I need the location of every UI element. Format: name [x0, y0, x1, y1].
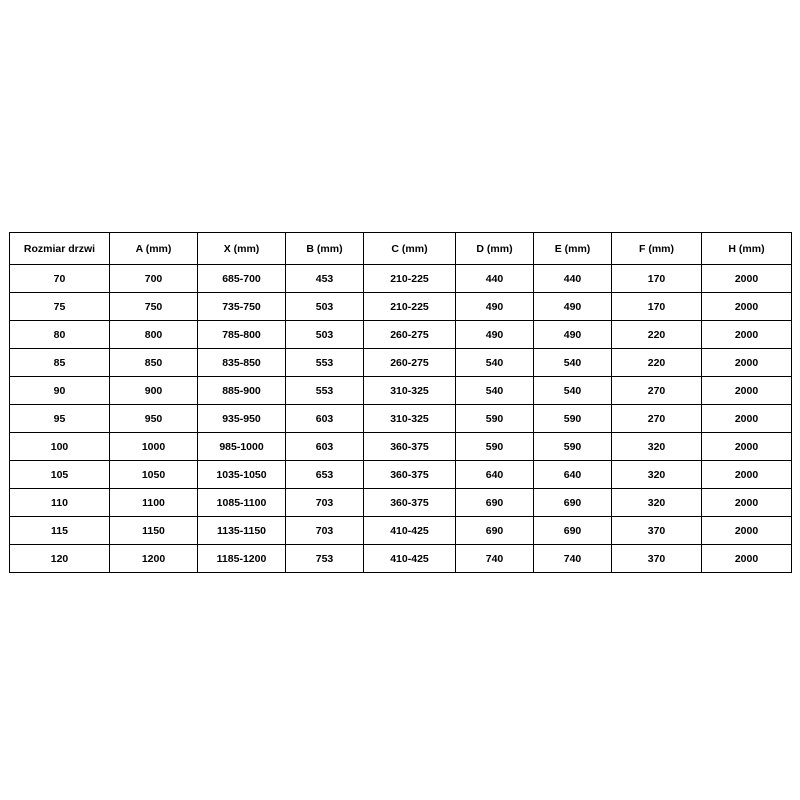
table-row: [10, 293, 792, 321]
cell-e: 590: [534, 405, 612, 433]
cell-door-size: 90: [10, 377, 110, 405]
cell-x: 1035-1050: [198, 461, 286, 489]
cell-x: 1135-1150: [198, 517, 286, 545]
cell-c: 410-425: [364, 517, 456, 545]
cell-b: 653: [286, 461, 364, 489]
cell-door-size: 95: [10, 405, 110, 433]
cell-h: 2000: [702, 489, 792, 517]
cell-a: 1000: [110, 433, 198, 461]
cell-h: 2000: [702, 293, 792, 321]
cell-d: 490: [456, 321, 534, 349]
column-header-c: C (mm): [364, 233, 456, 265]
column-header-f: F (mm): [612, 233, 702, 265]
cell-c: 360-375: [364, 461, 456, 489]
cell-x: 935-950: [198, 405, 286, 433]
cell-door-size: 100: [10, 433, 110, 461]
cell-h: 2000: [702, 461, 792, 489]
cell-e: 490: [534, 293, 612, 321]
cell-a: 950: [110, 405, 198, 433]
cell-d: 590: [456, 433, 534, 461]
table-row: [10, 517, 792, 545]
cell-b: 753: [286, 545, 364, 573]
column-header-b: B (mm): [286, 233, 364, 265]
cell-a: 1200: [110, 545, 198, 573]
cell-h: 2000: [702, 377, 792, 405]
cell-h: 2000: [702, 545, 792, 573]
cell-a: 850: [110, 349, 198, 377]
cell-f: 270: [612, 405, 702, 433]
cell-h: 2000: [702, 321, 792, 349]
cell-e: 590: [534, 433, 612, 461]
cell-e: 690: [534, 489, 612, 517]
cell-x: 835-850: [198, 349, 286, 377]
cell-door-size: 75: [10, 293, 110, 321]
table-row: [10, 489, 792, 517]
column-header-h: H (mm): [702, 233, 792, 265]
cell-d: 740: [456, 545, 534, 573]
cell-door-size: 110: [10, 489, 110, 517]
cell-a: 1150: [110, 517, 198, 545]
cell-e: 640: [534, 461, 612, 489]
cell-a: 800: [110, 321, 198, 349]
cell-f: 220: [612, 349, 702, 377]
cell-h: 2000: [702, 517, 792, 545]
cell-c: 210-225: [364, 293, 456, 321]
cell-x: 735-750: [198, 293, 286, 321]
cell-f: 270: [612, 377, 702, 405]
cell-x: 685-700: [198, 265, 286, 293]
cell-x: 1085-1100: [198, 489, 286, 517]
cell-a: 750: [110, 293, 198, 321]
cell-h: 2000: [702, 349, 792, 377]
cell-f: 320: [612, 433, 702, 461]
cell-d: 440: [456, 265, 534, 293]
cell-e: 440: [534, 265, 612, 293]
table-row: [10, 377, 792, 405]
table-row: [10, 265, 792, 293]
cell-b: 703: [286, 489, 364, 517]
cell-h: 2000: [702, 405, 792, 433]
cell-c: 260-275: [364, 321, 456, 349]
cell-a: 1050: [110, 461, 198, 489]
cell-door-size: 120: [10, 545, 110, 573]
cell-x: 785-800: [198, 321, 286, 349]
cell-f: 320: [612, 489, 702, 517]
table-row: [10, 349, 792, 377]
cell-door-size: 70: [10, 265, 110, 293]
cell-d: 490: [456, 293, 534, 321]
cell-b: 503: [286, 321, 364, 349]
cell-a: 700: [110, 265, 198, 293]
cell-d: 690: [456, 489, 534, 517]
cell-f: 370: [612, 545, 702, 573]
cell-c: 310-325: [364, 377, 456, 405]
column-header-x: X (mm): [198, 233, 286, 265]
cell-door-size: 80: [10, 321, 110, 349]
column-header-a: A (mm): [110, 233, 198, 265]
cell-f: 320: [612, 461, 702, 489]
cell-e: 490: [534, 321, 612, 349]
cell-h: 2000: [702, 265, 792, 293]
cell-f: 170: [612, 293, 702, 321]
cell-a: 900: [110, 377, 198, 405]
cell-x: 1185-1200: [198, 545, 286, 573]
cell-b: 453: [286, 265, 364, 293]
cell-e: 740: [534, 545, 612, 573]
column-header-door-size: Rozmiar drzwi: [10, 233, 110, 265]
cell-b: 553: [286, 349, 364, 377]
cell-b: 603: [286, 433, 364, 461]
door-size-specification-table: [9, 232, 792, 573]
table-row: [10, 545, 792, 573]
spec-table-container: [9, 232, 791, 573]
cell-b: 503: [286, 293, 364, 321]
cell-f: 220: [612, 321, 702, 349]
cell-c: 210-225: [364, 265, 456, 293]
cell-e: 540: [534, 377, 612, 405]
table-row: [10, 321, 792, 349]
table-body: [10, 265, 792, 573]
cell-door-size: 115: [10, 517, 110, 545]
cell-c: 410-425: [364, 545, 456, 573]
cell-e: 540: [534, 349, 612, 377]
cell-d: 540: [456, 377, 534, 405]
cell-c: 260-275: [364, 349, 456, 377]
cell-d: 540: [456, 349, 534, 377]
column-header-e: E (mm): [534, 233, 612, 265]
table-row: [10, 461, 792, 489]
table-row: [10, 405, 792, 433]
cell-a: 1100: [110, 489, 198, 517]
cell-b: 603: [286, 405, 364, 433]
cell-x: 885-900: [198, 377, 286, 405]
table-header-row: [10, 233, 792, 265]
cell-d: 640: [456, 461, 534, 489]
cell-f: 170: [612, 265, 702, 293]
cell-d: 590: [456, 405, 534, 433]
cell-d: 690: [456, 517, 534, 545]
cell-h: 2000: [702, 433, 792, 461]
cell-x: 985-1000: [198, 433, 286, 461]
cell-c: 360-375: [364, 433, 456, 461]
cell-door-size: 105: [10, 461, 110, 489]
table-row: [10, 433, 792, 461]
cell-b: 553: [286, 377, 364, 405]
column-header-d: D (mm): [456, 233, 534, 265]
cell-c: 360-375: [364, 489, 456, 517]
cell-c: 310-325: [364, 405, 456, 433]
cell-e: 690: [534, 517, 612, 545]
cell-b: 703: [286, 517, 364, 545]
cell-f: 370: [612, 517, 702, 545]
table-header: [10, 233, 792, 265]
cell-door-size: 85: [10, 349, 110, 377]
